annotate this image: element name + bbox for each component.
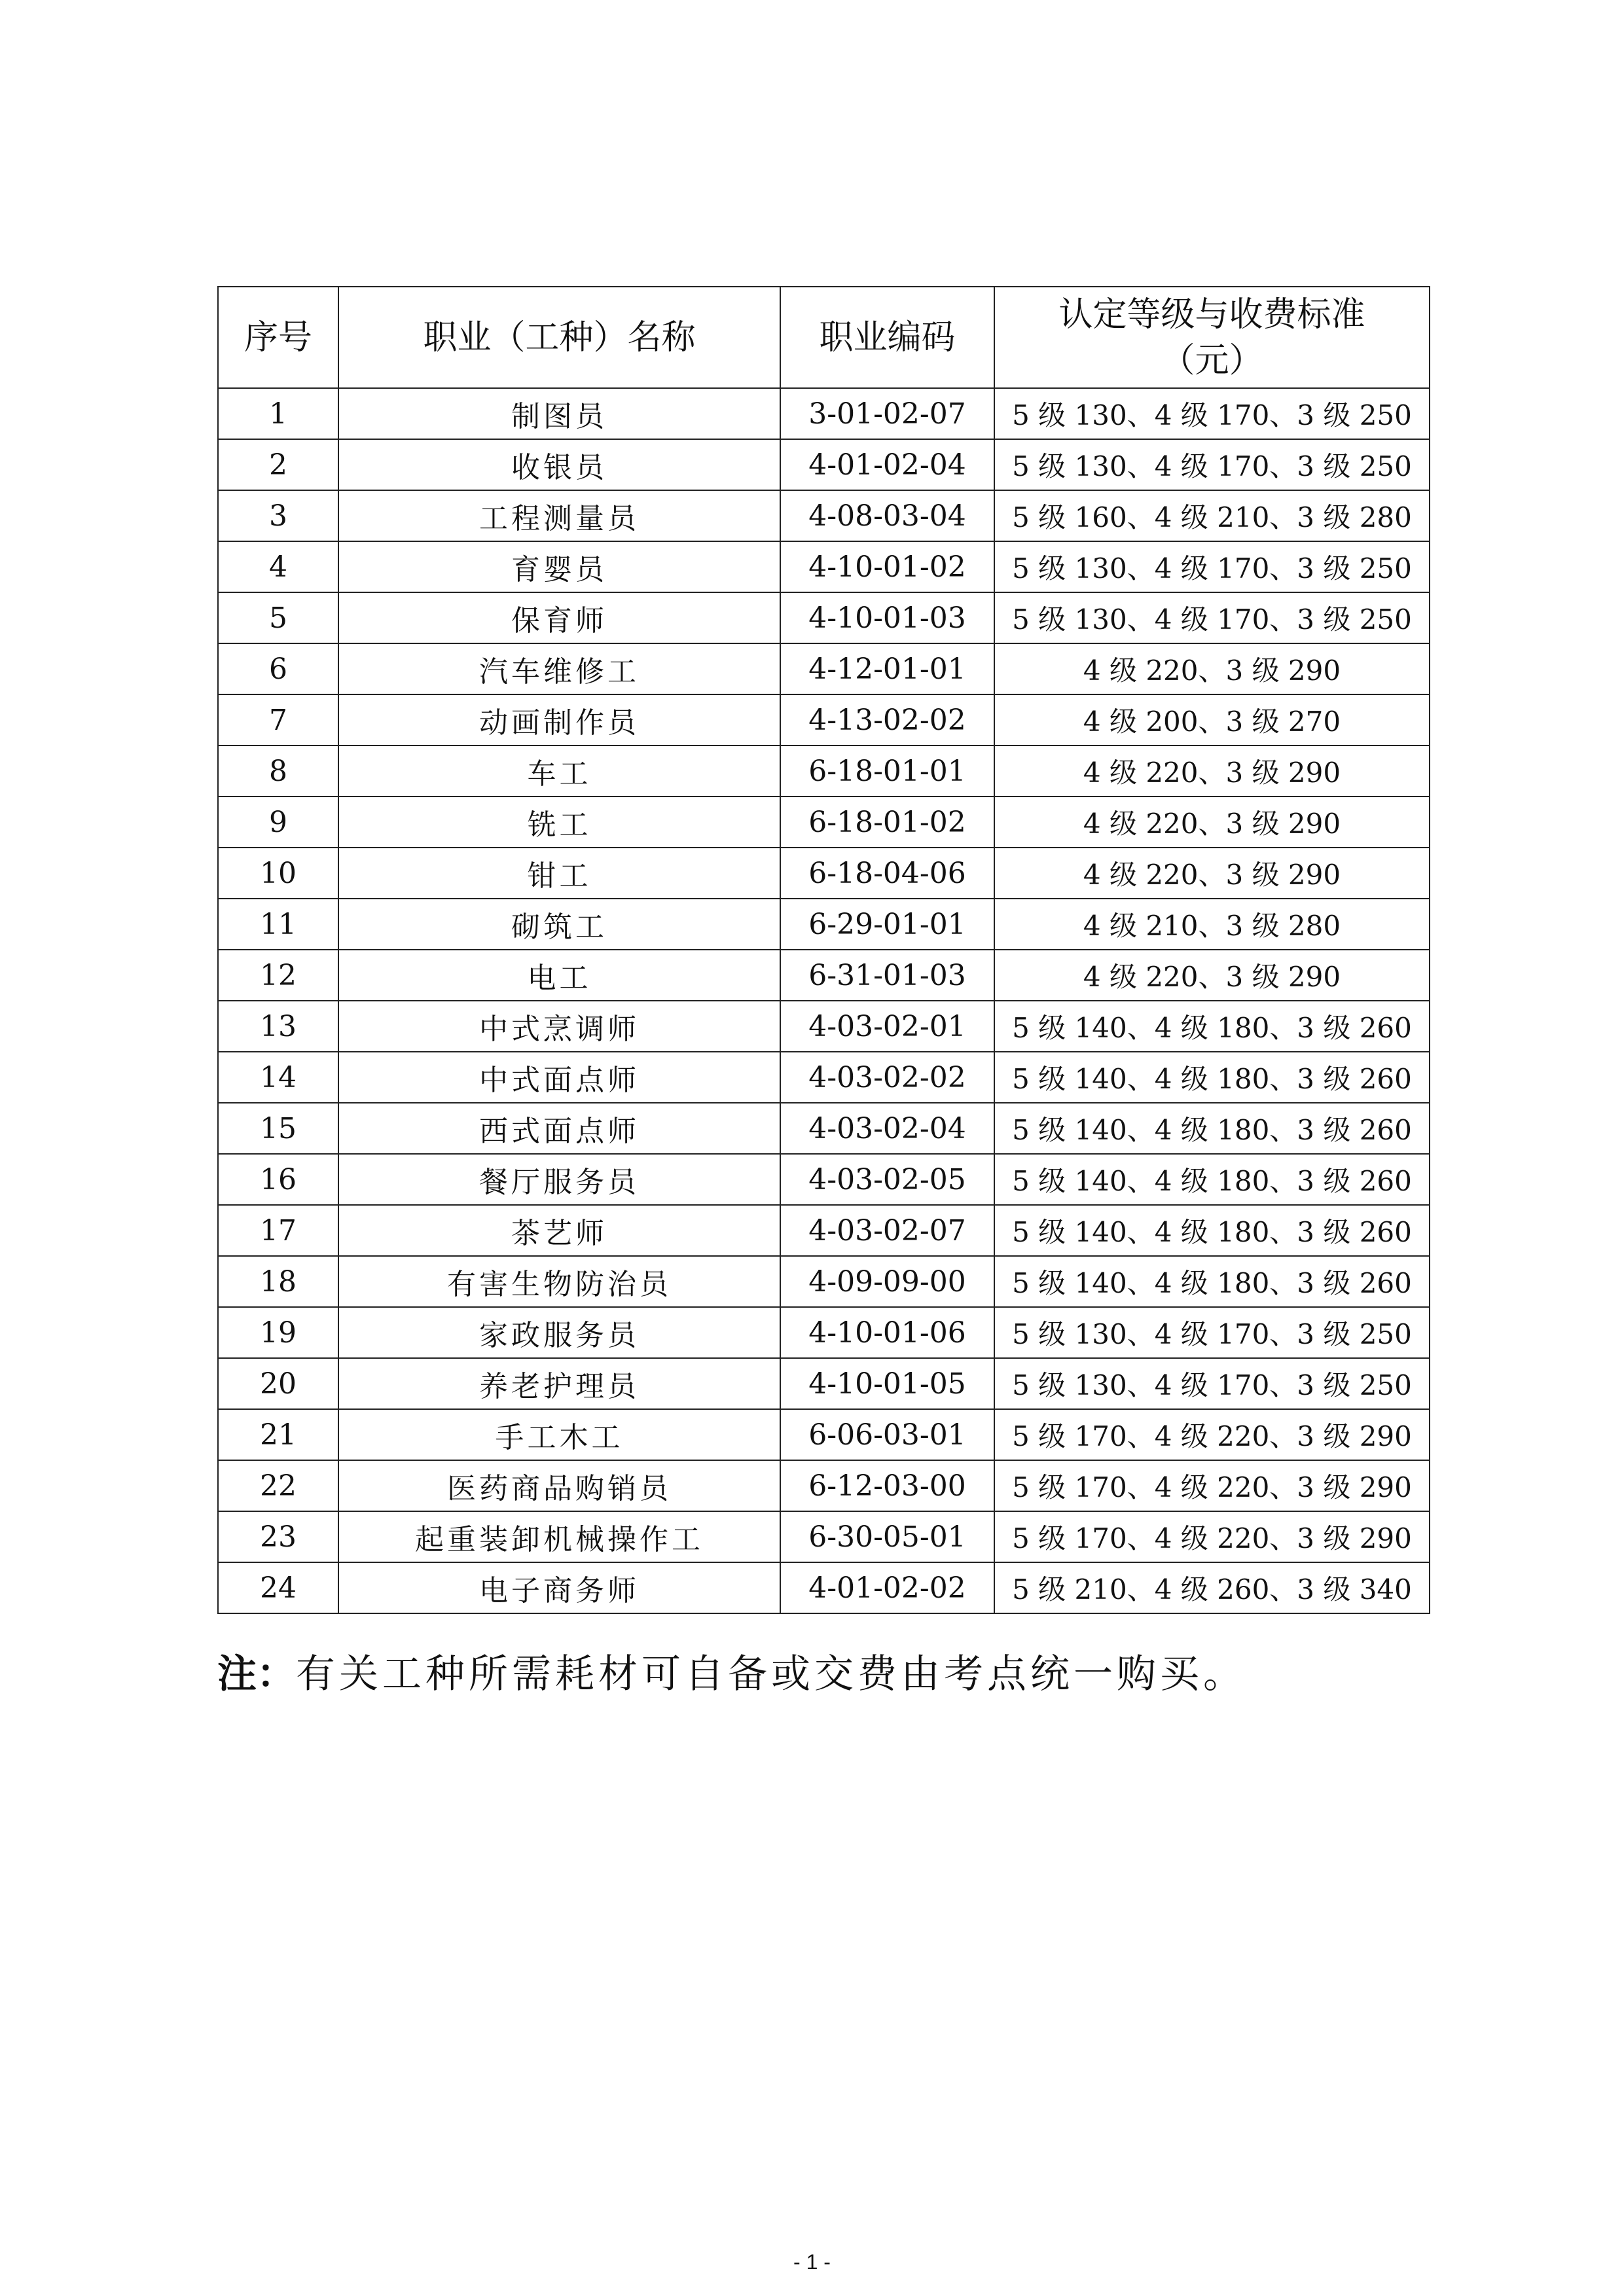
table-row [218, 1205, 1430, 1256]
table-row [218, 1511, 1430, 1562]
table-row [218, 899, 1430, 950]
table-row [218, 1307, 1430, 1358]
cell-occupation-code: 6-06-03-01 [780, 1409, 994, 1460]
cell-level-fee: 5 级 140、4 级 180、3 级 260 [994, 1205, 1430, 1256]
cell-occupation-name: 家政服务员 [338, 1307, 780, 1358]
cell-level-fee: 5 级 140、4 级 180、3 级 260 [994, 1256, 1430, 1307]
cell-occupation-name: 餐厅服务员 [338, 1154, 780, 1205]
cell-serial-number: 10 [218, 848, 338, 899]
cell-occupation-name: 电工 [338, 950, 780, 1001]
cell-serial-number: 4 [218, 541, 338, 592]
cell-level-fee: 4 级 200、3 级 270 [994, 694, 1430, 745]
table-row [218, 490, 1430, 541]
cell-serial-number: 3 [218, 490, 338, 541]
cell-serial-number: 12 [218, 950, 338, 1001]
table-row [218, 592, 1430, 643]
table-row [218, 1103, 1430, 1154]
cell-occupation-code: 6-18-04-06 [780, 848, 994, 899]
cell-occupation-code: 6-30-05-01 [780, 1511, 994, 1562]
cell-occupation-code: 4-03-02-01 [780, 1001, 994, 1052]
cell-occupation-code: 4-13-02-02 [780, 694, 994, 745]
cell-occupation-code: 4-03-02-04 [780, 1103, 994, 1154]
header-serial-number: 序号 [218, 287, 338, 388]
cell-level-fee: 5 级 130、4 级 170、3 级 250 [994, 1358, 1430, 1409]
cell-occupation-name: 养老护理员 [338, 1358, 780, 1409]
cell-level-fee: 5 级 210、4 级 260、3 级 340 [994, 1562, 1430, 1613]
cell-serial-number: 24 [218, 1562, 338, 1613]
cell-serial-number: 16 [218, 1154, 338, 1205]
cell-level-fee: 4 级 220、3 级 290 [994, 745, 1430, 797]
cell-occupation-code: 4-10-01-06 [780, 1307, 994, 1358]
table-header-row [218, 287, 1430, 388]
table-row [218, 950, 1430, 1001]
fee-standard-table [217, 286, 1430, 1614]
cell-level-fee: 5 级 130、4 级 170、3 级 250 [994, 439, 1430, 490]
cell-occupation-name: 收银员 [338, 439, 780, 490]
cell-level-fee: 4 级 220、3 级 290 [994, 848, 1430, 899]
cell-occupation-code: 6-12-03-00 [780, 1460, 994, 1511]
cell-serial-number: 8 [218, 745, 338, 797]
cell-serial-number: 23 [218, 1511, 338, 1562]
cell-level-fee: 5 级 170、4 级 220、3 级 290 [994, 1511, 1430, 1562]
cell-occupation-code: 4-03-02-02 [780, 1052, 994, 1103]
table-row [218, 848, 1430, 899]
cell-serial-number: 9 [218, 797, 338, 848]
table-row [218, 797, 1430, 848]
cell-serial-number: 5 [218, 592, 338, 643]
cell-occupation-code: 4-01-02-02 [780, 1562, 994, 1613]
cell-serial-number: 2 [218, 439, 338, 490]
cell-level-fee: 5 级 140、4 级 180、3 级 260 [994, 1103, 1430, 1154]
cell-level-fee: 4 级 220、3 级 290 [994, 797, 1430, 848]
cell-occupation-code: 4-10-01-03 [780, 592, 994, 643]
cell-occupation-name: 钳工 [338, 848, 780, 899]
cell-level-fee: 5 级 160、4 级 210、3 级 280 [994, 490, 1430, 541]
cell-occupation-code: 6-18-01-01 [780, 745, 994, 797]
cell-level-fee: 4 级 220、3 级 290 [994, 950, 1430, 1001]
header-occupation-name: 职业（工种）名称 [338, 287, 780, 388]
table-row [218, 1409, 1430, 1460]
cell-occupation-code: 4-01-02-04 [780, 439, 994, 490]
table-row [218, 388, 1430, 439]
cell-level-fee: 5 级 140、4 级 180、3 级 260 [994, 1001, 1430, 1052]
cell-level-fee: 4 级 210、3 级 280 [994, 899, 1430, 950]
cell-occupation-name: 汽车维修工 [338, 643, 780, 694]
cell-serial-number: 21 [218, 1409, 338, 1460]
cell-serial-number: 18 [218, 1256, 338, 1307]
cell-level-fee: 4 级 220、3 级 290 [994, 643, 1430, 694]
cell-occupation-code: 4-03-02-07 [780, 1205, 994, 1256]
page-number: - 1 - [793, 2250, 831, 2274]
table-row [218, 439, 1430, 490]
cell-occupation-name: 铣工 [338, 797, 780, 848]
cell-level-fee: 5 级 130、4 级 170、3 级 250 [994, 388, 1430, 439]
cell-occupation-name: 茶艺师 [338, 1205, 780, 1256]
table-row [218, 1052, 1430, 1103]
cell-serial-number: 14 [218, 1052, 338, 1103]
footnote-text: 有关工种所需耗材可自备或交费由考点统一购买。 [296, 1651, 1246, 1697]
cell-serial-number: 11 [218, 899, 338, 950]
cell-occupation-name: 保育师 [338, 592, 780, 643]
cell-serial-number: 7 [218, 694, 338, 745]
cell-occupation-code: 4-03-02-05 [780, 1154, 994, 1205]
cell-occupation-name: 动画制作员 [338, 694, 780, 745]
cell-occupation-name: 手工木工 [338, 1409, 780, 1460]
cell-serial-number: 6 [218, 643, 338, 694]
cell-occupation-name: 育婴员 [338, 541, 780, 592]
cell-level-fee: 5 级 140、4 级 180、3 级 260 [994, 1052, 1430, 1103]
cell-level-fee: 5 级 130、4 级 170、3 级 250 [994, 541, 1430, 592]
cell-occupation-name: 砌筑工 [338, 899, 780, 950]
cell-occupation-name: 车工 [338, 745, 780, 797]
table-row [218, 541, 1430, 592]
cell-occupation-name: 有害生物防治员 [338, 1256, 780, 1307]
cell-occupation-code: 4-12-01-01 [780, 643, 994, 694]
table-row [218, 643, 1430, 694]
header-occupation-code: 职业编码 [780, 287, 994, 388]
table-row [218, 1154, 1430, 1205]
cell-level-fee: 5 级 140、4 级 180、3 级 260 [994, 1154, 1430, 1205]
table-row [218, 1460, 1430, 1511]
cell-occupation-code: 6-31-01-03 [780, 950, 994, 1001]
cell-level-fee: 5 级 130、4 级 170、3 级 250 [994, 592, 1430, 643]
cell-occupation-code: 3-01-02-07 [780, 388, 994, 439]
table-row [218, 1358, 1430, 1409]
table-row [218, 1001, 1430, 1052]
cell-occupation-code: 4-10-01-02 [780, 541, 994, 592]
cell-occupation-code: 4-08-03-04 [780, 490, 994, 541]
cell-serial-number: 13 [218, 1001, 338, 1052]
cell-serial-number: 1 [218, 388, 338, 439]
table-row [218, 1256, 1430, 1307]
cell-occupation-name: 中式面点师 [338, 1052, 780, 1103]
table-row [218, 694, 1430, 745]
cell-occupation-name: 起重装卸机械操作工 [338, 1511, 780, 1562]
cell-serial-number: 20 [218, 1358, 338, 1409]
cell-level-fee: 5 级 170、4 级 220、3 级 290 [994, 1409, 1430, 1460]
cell-occupation-code: 4-10-01-05 [780, 1358, 994, 1409]
cell-serial-number: 15 [218, 1103, 338, 1154]
cell-occupation-code: 6-29-01-01 [780, 899, 994, 950]
cell-occupation-name: 中式烹调师 [338, 1001, 780, 1052]
cell-serial-number: 17 [218, 1205, 338, 1256]
footnote-label: 注： [217, 1651, 296, 1697]
cell-serial-number: 19 [218, 1307, 338, 1358]
cell-level-fee: 5 级 130、4 级 170、3 级 250 [994, 1307, 1430, 1358]
cell-occupation-name: 医药商品购销员 [338, 1460, 780, 1511]
cell-occupation-code: 4-09-09-00 [780, 1256, 994, 1307]
cell-occupation-name: 制图员 [338, 388, 780, 439]
cell-occupation-name: 电子商务师 [338, 1562, 780, 1613]
cell-level-fee: 5 级 170、4 级 220、3 级 290 [994, 1460, 1430, 1511]
cell-occupation-name: 工程测量员 [338, 490, 780, 541]
table-row [218, 1562, 1430, 1613]
header-level-and-fee: 认定等级与收费标准（元） [994, 287, 1430, 388]
cell-occupation-code: 6-18-01-02 [780, 797, 994, 848]
table-body [218, 388, 1430, 1613]
footnote [217, 1643, 1461, 1699]
table-row [218, 745, 1430, 797]
cell-serial-number: 22 [218, 1460, 338, 1511]
cell-occupation-name: 西式面点师 [338, 1103, 780, 1154]
